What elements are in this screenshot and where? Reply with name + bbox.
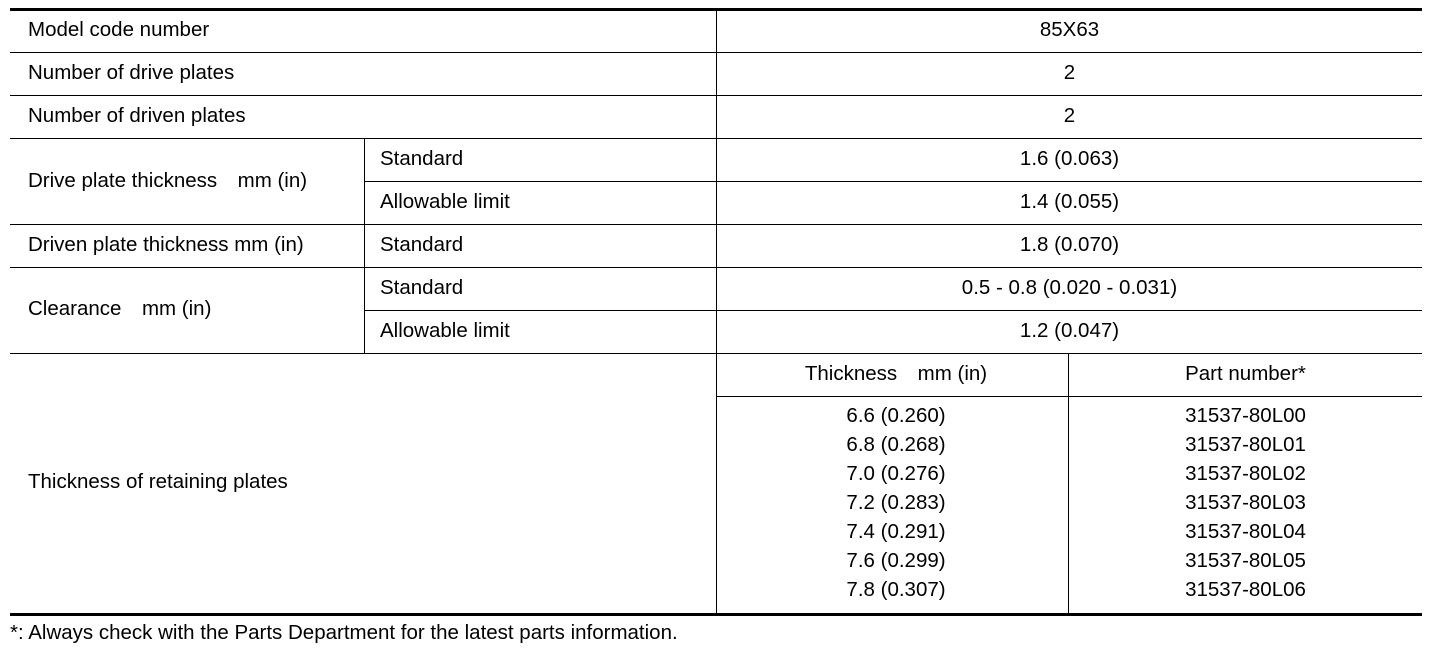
driven-thickness-standard-label: Standard xyxy=(380,233,464,256)
thickness-list xyxy=(740,401,1052,604)
model-code-label: Model code number xyxy=(28,18,210,41)
driven-plates-value: 2 xyxy=(1063,104,1076,127)
list-item: 6.6 (0.260) xyxy=(846,404,946,427)
list-item: 31537-80L02 xyxy=(1185,462,1306,485)
list-item: 7.6 (0.299) xyxy=(846,549,946,572)
clearance-standard-value: 0.5 - 0.8 (0.020 - 0.031) xyxy=(961,276,1178,299)
list-item: 7.4 (0.291) xyxy=(846,520,946,543)
drive-thickness-label: Drive plate thickness mm (in) xyxy=(28,169,308,192)
list-item: 7.8 (0.307) xyxy=(846,578,946,601)
part-number-list xyxy=(1069,401,1422,604)
list-item: 7.0 (0.276) xyxy=(846,462,946,485)
list-item: 31537-80L01 xyxy=(1185,433,1306,456)
model-code-value: 85X63 xyxy=(1039,18,1100,41)
footnote: *: Always check with the Parts Department for the latest parts information. xyxy=(10,621,678,644)
thickness-column-header: Thickness mm (in) xyxy=(804,362,988,385)
list-item: 6.8 (0.268) xyxy=(846,433,946,456)
drive-plates-label: Number of drive plates xyxy=(28,61,235,84)
list-item: 31537-80L06 xyxy=(1185,578,1306,601)
list-item: 31537-80L03 xyxy=(1185,491,1306,514)
clearance-limit-label: Allowable limit xyxy=(380,319,510,342)
drive-thickness-limit-label: Allowable limit xyxy=(380,190,510,213)
clearance-limit-value: 1.2 (0.047) xyxy=(1019,319,1120,342)
column-divider xyxy=(716,10,717,614)
list-item: 31537-80L00 xyxy=(1185,404,1306,427)
list-item: 31537-80L04 xyxy=(1185,520,1306,543)
list-item: 7.2 (0.283) xyxy=(846,491,946,514)
row-divider xyxy=(364,310,1422,311)
subheader-divider xyxy=(716,396,1422,397)
driven-thickness-standard-value: 1.8 (0.070) xyxy=(1019,233,1120,256)
column-divider xyxy=(364,138,365,354)
drive-thickness-standard-value: 1.6 (0.063) xyxy=(1019,147,1120,170)
driven-thickness-label: Driven plate thickness mm (in) xyxy=(28,233,304,256)
drive-plates-value: 2 xyxy=(1063,61,1076,84)
driven-plates-label: Number of driven plates xyxy=(28,104,246,127)
clearance-standard-label: Standard xyxy=(380,276,464,299)
drive-thickness-limit-value: 1.4 (0.055) xyxy=(1019,190,1120,213)
clearance-label: Clearance mm (in) xyxy=(28,297,212,320)
part-number-column-header: Part number* xyxy=(1185,362,1306,385)
retaining-plates-label: Thickness of retaining plates xyxy=(28,470,288,493)
drive-thickness-standard-label: Standard xyxy=(380,147,464,170)
list-item: 31537-80L05 xyxy=(1185,549,1306,572)
row-divider xyxy=(364,181,1422,182)
